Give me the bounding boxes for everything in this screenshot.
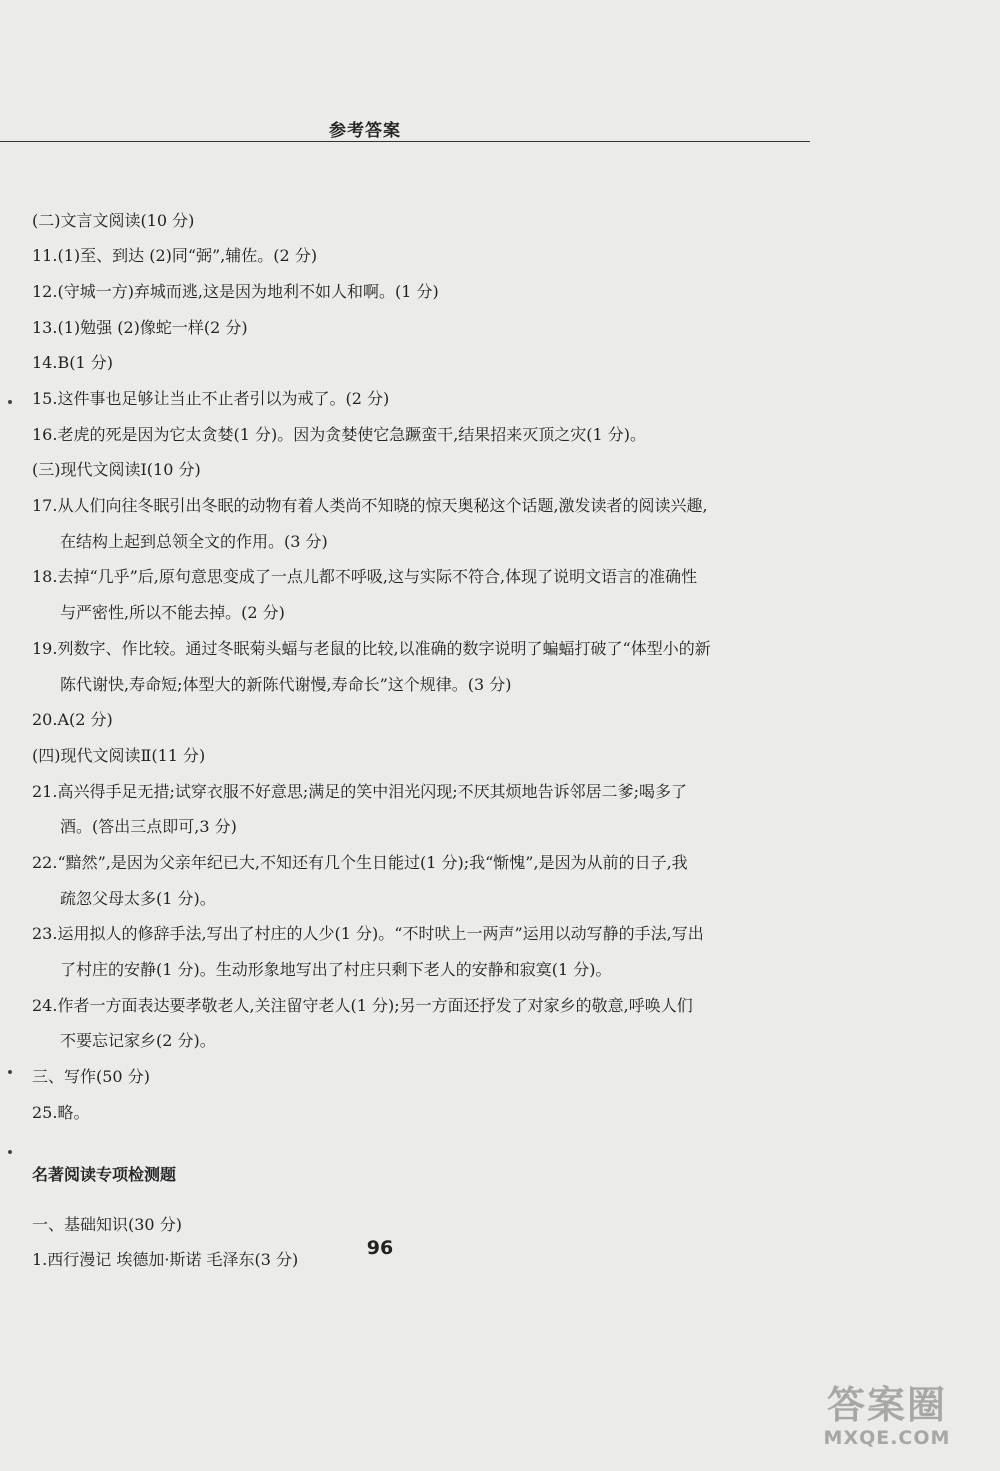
answer-line: 18.去掉“几乎”后,原句意思变成了一点儿都不呼吸,这与实际不符合,体现了说明文语言的准确性 <box>32 567 698 586</box>
answer-line: 不要忘记家乡(2 分)。 <box>60 1031 216 1050</box>
answer-line: 1.西行漫记 埃德加·斯诺 毛泽东(3 分) <box>32 1250 299 1269</box>
answer-line: 三、写作(50 分) <box>32 1067 150 1086</box>
scan-speck <box>8 400 12 404</box>
page-header-title: 参考答案 <box>329 121 401 141</box>
answer-line: 17.从人们向往冬眠引出冬眠的动物有着人类尚不知晓的惊天奥秘这个话题,激发读者的阅读兴趣, <box>32 496 708 515</box>
header-divider <box>0 141 810 142</box>
answer-line: 21.高兴得手足无措;试穿衣服不好意思;满足的笑中泪光闪现;不厌其烦地告诉邻居二爹;喝多了 <box>32 782 688 801</box>
watermark-text: 答案圈 <box>826 1383 947 1427</box>
scan-speck <box>8 1150 12 1154</box>
answer-line: (三)现代文阅读Ⅰ(10 分) <box>32 460 201 479</box>
answer-line: 了村庄的安静(1 分)。生动形象地写出了村庄只剩下老人的安静和寂寞(1 分)。 <box>60 960 612 979</box>
answer-line: 16.老虎的死是因为它太贪婪(1 分)。因为贪婪使它急蹶蛮干,结果招来灭顶之灾(1 分)。 <box>32 425 647 444</box>
watermark-url: MXQE.COM <box>823 1427 951 1449</box>
answer-line: (四)现代文阅读Ⅱ(11 分) <box>32 746 206 765</box>
answer-line: 陈代谢快,寿命短;体型大的新陈代谢慢,寿命长”这个规律。(3 分) <box>60 675 512 694</box>
page-number: 96 <box>366 1237 394 1259</box>
section-title: 名著阅读专项检测题 <box>32 1165 177 1184</box>
answer-line: 20.A(2 分) <box>32 710 113 729</box>
answer-line: 13.(1)勉强 (2)像蛇一样(2 分) <box>32 318 248 337</box>
scan-speck <box>8 1070 12 1074</box>
answer-line: 22.“黯然”,是因为父亲年纪已大,不知还有几个生日能过(1 分);我“惭愧”,是因为从前的日子,我 <box>32 853 688 872</box>
answer-line: 19.列数字、作比较。通过冬眠菊头蝠与老鼠的比较,以准确的数字说明了蝙蝠打破了“体型小的新 <box>32 639 711 658</box>
answer-line: 11.(1)至、到达 (2)同“弼”,辅佐。(2 分) <box>32 246 318 265</box>
answer-line: 酒。(答出三点即可,3 分) <box>60 817 237 836</box>
answer-line: 24.作者一方面表达要孝敬老人,关注留守老人(1 分);另一方面还抒发了对家乡的敬意,呼唤人们 <box>32 996 693 1015</box>
answer-line: 15.这件事也足够让当止不止者引以为戒了。(2 分) <box>32 389 390 408</box>
answer-line: 25.略。 <box>32 1103 90 1122</box>
answer-line: 14.B(1 分) <box>32 353 113 372</box>
answer-line: (二)文言文阅读(10 分) <box>32 211 195 230</box>
answer-line: 在结构上起到总领全文的作用。(3 分) <box>60 532 328 551</box>
answer-line: 一、基础知识(30 分) <box>32 1215 182 1234</box>
watermark-logo <box>792 1383 982 1461</box>
answer-line: 与严密性,所以不能去掉。(2 分) <box>60 603 285 622</box>
answer-line: 疏忽父母太多(1 分)。 <box>60 889 216 908</box>
answer-line: 12.(守城一方)弃城而逃,这是因为地利不如人和啊。(1 分) <box>32 282 439 301</box>
answer-line: 23.运用拟人的修辞手法,写出了村庄的人少(1 分)。“不时吠上一两声”运用以动写静的手法,写出 <box>32 924 704 943</box>
